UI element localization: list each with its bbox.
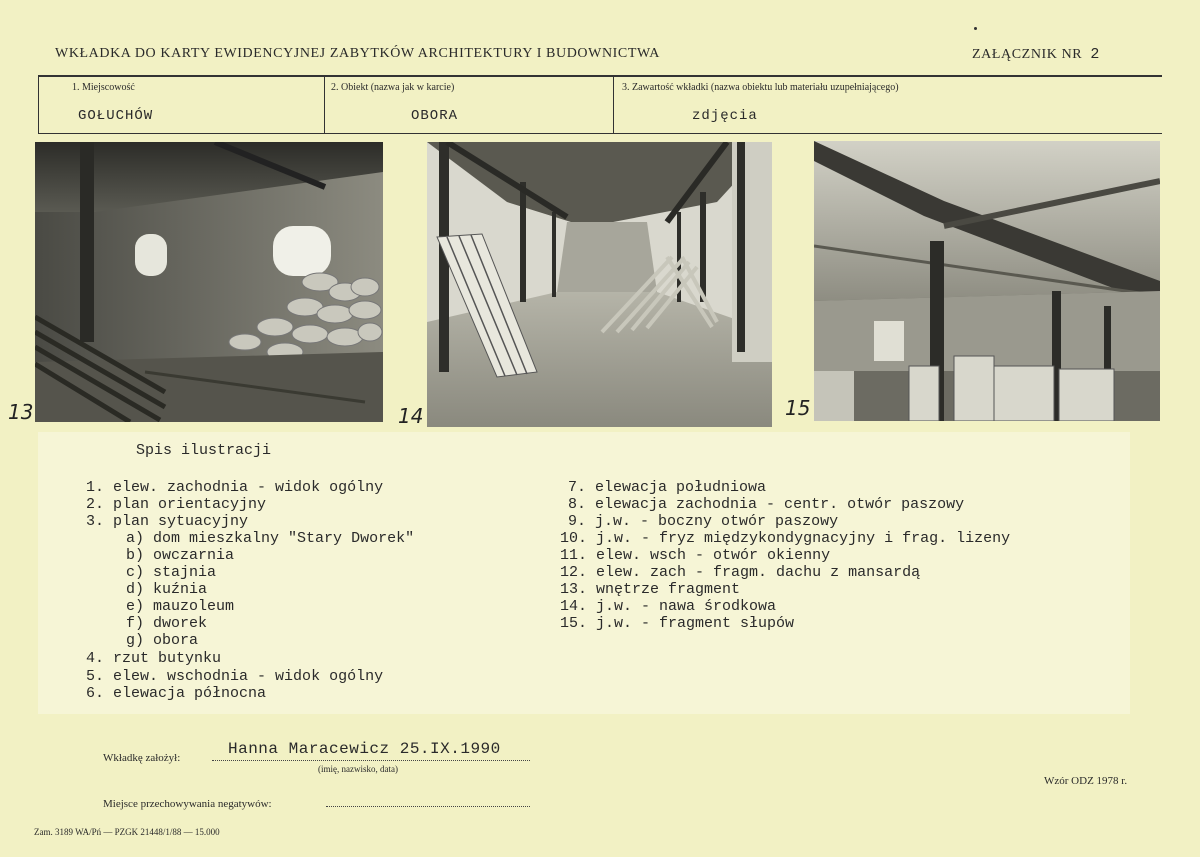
list-item <box>560 530 1010 547</box>
storage-dotted-line <box>326 806 530 807</box>
illustration-list-title: Spis ilustracji <box>136 442 272 459</box>
list-item-number: 6. <box>86 685 105 702</box>
list-item-number: 1. <box>86 479 105 496</box>
list-item-text: elew. zachodnia - widok ogólny <box>113 479 384 496</box>
field-value-locality: GOŁUCHÓW <box>78 108 154 124</box>
list-item-number: d) <box>126 581 145 598</box>
list-item <box>126 581 207 598</box>
list-item <box>560 564 920 581</box>
list-item <box>560 615 794 632</box>
form-title: WKŁADKA DO KARTY EWIDENCYJNEJ ZABYTKÓW ARCHITEKTURY I BUDOWNICTWA <box>55 46 660 61</box>
print-order-label: Zam. 3189 WA/Pń — PZGK 21448/1/88 — 15.000 <box>34 827 220 837</box>
list-item <box>560 547 830 564</box>
list-item-number: 7. <box>568 479 587 496</box>
list-item-text: kuźnia <box>153 581 208 598</box>
list-item-text: elewacja zachodnia - centr. otwór paszowy <box>595 496 965 513</box>
list-item-number: 10. <box>560 530 588 547</box>
list-item <box>86 496 266 513</box>
field-label-locality: 1. Miejscowość <box>72 82 135 93</box>
list-item-number: 11. <box>560 547 588 564</box>
list-item <box>86 685 266 702</box>
list-item-number: 8. <box>568 496 587 513</box>
list-item-number: c) <box>126 564 145 581</box>
field-divider <box>613 75 614 133</box>
list-item <box>560 598 776 615</box>
list-item <box>568 496 964 513</box>
photo-number-14: 14 <box>398 404 424 428</box>
list-item-text: wnętrze fragment <box>596 581 741 598</box>
list-item-number: b) <box>126 547 145 564</box>
list-item-text: rzut butynku <box>113 650 222 667</box>
list-item-text: stajnia <box>153 564 217 581</box>
field-label-object: 2. Obiekt (nazwa jak w karcie) <box>331 82 455 93</box>
list-item <box>126 530 414 547</box>
list-item-number: 3. <box>86 513 105 530</box>
list-item-text: elew. wschodnia - widok ogólny <box>113 668 384 685</box>
form-pattern-label: Wzór ODZ 1978 r. <box>1044 775 1128 787</box>
field-divider <box>38 75 39 133</box>
field-divider <box>324 75 325 133</box>
list-item <box>560 581 740 598</box>
field-value-contents: zdjęcia <box>692 108 758 124</box>
list-item <box>86 479 383 496</box>
list-item-text: j.w. - boczny otwór paszowy <box>595 513 839 530</box>
list-item-text: elew. zach - fragm. dachu z mansardą <box>596 564 921 581</box>
negatives-storage-label: Miejsce przechowywania negatywów: <box>103 798 272 810</box>
list-item-text: j.w. - nawa środkowa <box>596 598 777 615</box>
annex-label <box>972 46 1100 63</box>
list-item-number: 14. <box>560 598 588 615</box>
list-item-text: j.w. - fryz międzykondygnacyjny i frag. lizeny <box>596 530 1011 547</box>
list-item <box>126 547 234 564</box>
list-item-number: 5. <box>86 668 105 685</box>
list-item <box>568 479 766 496</box>
list-item <box>126 564 216 581</box>
list-item-number: 12. <box>560 564 588 581</box>
annex-label-text: ZAŁĄCZNIK NR <box>972 47 1083 62</box>
list-item-text: dom mieszkalny "Stary Dworek" <box>153 530 415 547</box>
list-item-text: plan orientacyjny <box>113 496 267 513</box>
list-item-text: elewacja północna <box>113 685 267 702</box>
field-value-object: OBORA <box>411 108 459 124</box>
photo-interior-13 <box>35 142 383 422</box>
list-item-number: 15. <box>560 615 588 632</box>
list-item-text: elew. wsch - otwór okienny <box>596 547 831 564</box>
list-item-text: elewacja południowa <box>595 479 767 496</box>
list-item <box>126 598 234 615</box>
list-item <box>86 668 383 685</box>
list-item-text: j.w. - fragment słupów <box>596 615 795 632</box>
photo-number-15: 15 <box>785 396 811 420</box>
list-item-text: mauzoleum <box>153 598 235 615</box>
founder-sublabel: (imię, nazwisko, data) <box>318 764 398 774</box>
list-item <box>86 513 248 530</box>
ink-dot <box>974 27 977 30</box>
photo-number-13: 13 <box>8 400 34 424</box>
list-item-text: dworek <box>153 615 208 632</box>
list-item-number: a) <box>126 530 145 547</box>
photo-interior-15 <box>814 141 1160 421</box>
founder-value: Hanna Maracewicz 25.IX.1990 <box>228 740 501 758</box>
list-item-number: 4. <box>86 650 105 667</box>
list-item <box>126 615 207 632</box>
fields-bottom-rule <box>38 133 1162 134</box>
list-item-number: 2. <box>86 496 105 513</box>
list-item-text: plan sytuacyjny <box>113 513 249 530</box>
list-item-number: 13. <box>560 581 588 598</box>
annex-number: 2 <box>1090 46 1100 63</box>
list-item-number: 9. <box>568 513 587 530</box>
list-item-text: owczarnia <box>153 547 235 564</box>
list-item-text: obora <box>153 632 199 649</box>
list-item <box>568 513 838 530</box>
photo-interior-14 <box>427 142 772 427</box>
list-item-number: e) <box>126 598 145 615</box>
list-item-number: g) <box>126 632 145 649</box>
founder-label: Wkładkę założył: <box>103 752 181 764</box>
field-label-contents: 3. Zawartość wkładki (nazwa obiektu lub materiału uzupełniającego) <box>622 82 899 93</box>
list-item <box>126 632 198 649</box>
list-item-number: f) <box>126 615 145 632</box>
founder-dotted-line <box>212 760 530 761</box>
list-item <box>86 650 221 667</box>
header-rule <box>38 75 1162 77</box>
